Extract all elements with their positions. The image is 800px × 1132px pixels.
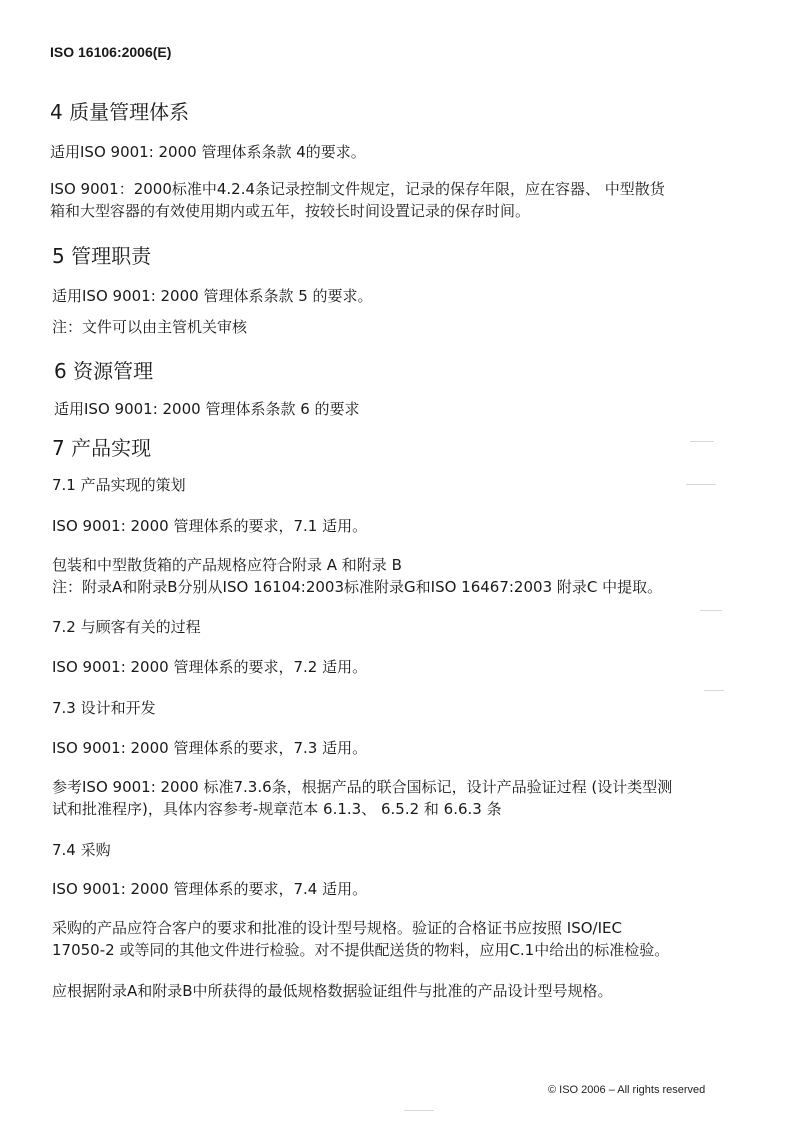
section-7-4-title: 7.4 采购 xyxy=(52,841,111,859)
section-7-1-para-1: ISO 9001: 2000 管理体系的要求，7.1 适用。 xyxy=(52,517,368,535)
section-7-4-para-2-line-1: 采购的产品应符合客户的要求和批准的设计型号规格。验证的合格证书应按照 ISO/IEC xyxy=(52,919,622,937)
section-7-4-para-2-line-2: 17050-2 或等同的其他文件进行检验。对不提供配送货的物料，应用C.1中给出的标准检验。 xyxy=(52,941,670,959)
section-7-4-para-3: 应根据附录A和附录B中所获得的最低规格数据验证组件与批准的产品设计型号规格。 xyxy=(52,982,613,1000)
section-5-title: 5 管理职责 xyxy=(52,244,152,268)
section-7-title: 7 产品实现 xyxy=(52,436,152,460)
section-6-para-1: 适用ISO 9001: 2000 管理体系条款 6 的要求 xyxy=(54,400,360,418)
section-7-4-para-1: ISO 9001: 2000 管理体系的要求，7.4 适用。 xyxy=(52,880,368,898)
section-4-para-1: 适用ISO 9001: 2000 管理体系条款 4的要求。 xyxy=(50,143,366,161)
section-7-3-para-1: ISO 9001: 2000 管理体系的要求，7.3 适用。 xyxy=(52,739,368,757)
copyright-footer: © ISO 2006 – All rights reserved xyxy=(548,1084,706,1096)
standard-id: ISO 16106:2006(E) xyxy=(50,44,172,60)
section-5-note: 注：文件可以由主管机关审核 xyxy=(52,318,248,336)
scan-artifact xyxy=(404,1110,434,1111)
section-7-2-para-1: ISO 9001: 2000 管理体系的要求，7.2 适用。 xyxy=(52,658,368,676)
section-7-2-title: 7.2 与顾客有关的过程 xyxy=(52,618,201,636)
section-4-para-2-line-1: ISO 9001：2000标准中4.2.4条记录控制文件规定，记录的保存年限，应在容器、 中型散货 xyxy=(50,180,665,198)
section-7-3-para-2-line-1: 参考ISO 9001: 2000 标准7.3.6条，根据产品的联合国标记，设计产品验证过程 (设计类型测 xyxy=(52,778,673,796)
section-4-para-2-line-2: 箱和大型容器的有效使用期内或五年，按较长时间设置记录的保存时间。 xyxy=(50,202,531,220)
section-4-title: 4 质量管理体系 xyxy=(50,100,190,124)
scan-artifact xyxy=(686,484,716,485)
section-7-1-title: 7.1 产品实现的策划 xyxy=(52,476,186,494)
section-7-1-para-2: 包装和中型散货箱的产品规格应符合附录 A 和附录 B xyxy=(52,556,402,574)
scan-artifact xyxy=(690,441,714,442)
section-7-1-note: 注：附录A和附录B分别从ISO 16104:2003标准附录G和ISO 16467:2003 附录C 中提取。 xyxy=(52,578,663,596)
section-7-3-para-2-line-2: 试和批准程序)，具体内容参考-规章范本 6.1.3、 6.5.2 和 6.6.3 条 xyxy=(52,800,502,818)
section-6-title: 6 资源管理 xyxy=(54,359,154,383)
scan-artifact xyxy=(700,610,722,611)
section-5-para-1: 适用ISO 9001: 2000 管理体系条款 5 的要求。 xyxy=(52,287,373,305)
scan-artifact xyxy=(704,690,724,691)
section-7-3-title: 7.3 设计和开发 xyxy=(52,699,156,717)
